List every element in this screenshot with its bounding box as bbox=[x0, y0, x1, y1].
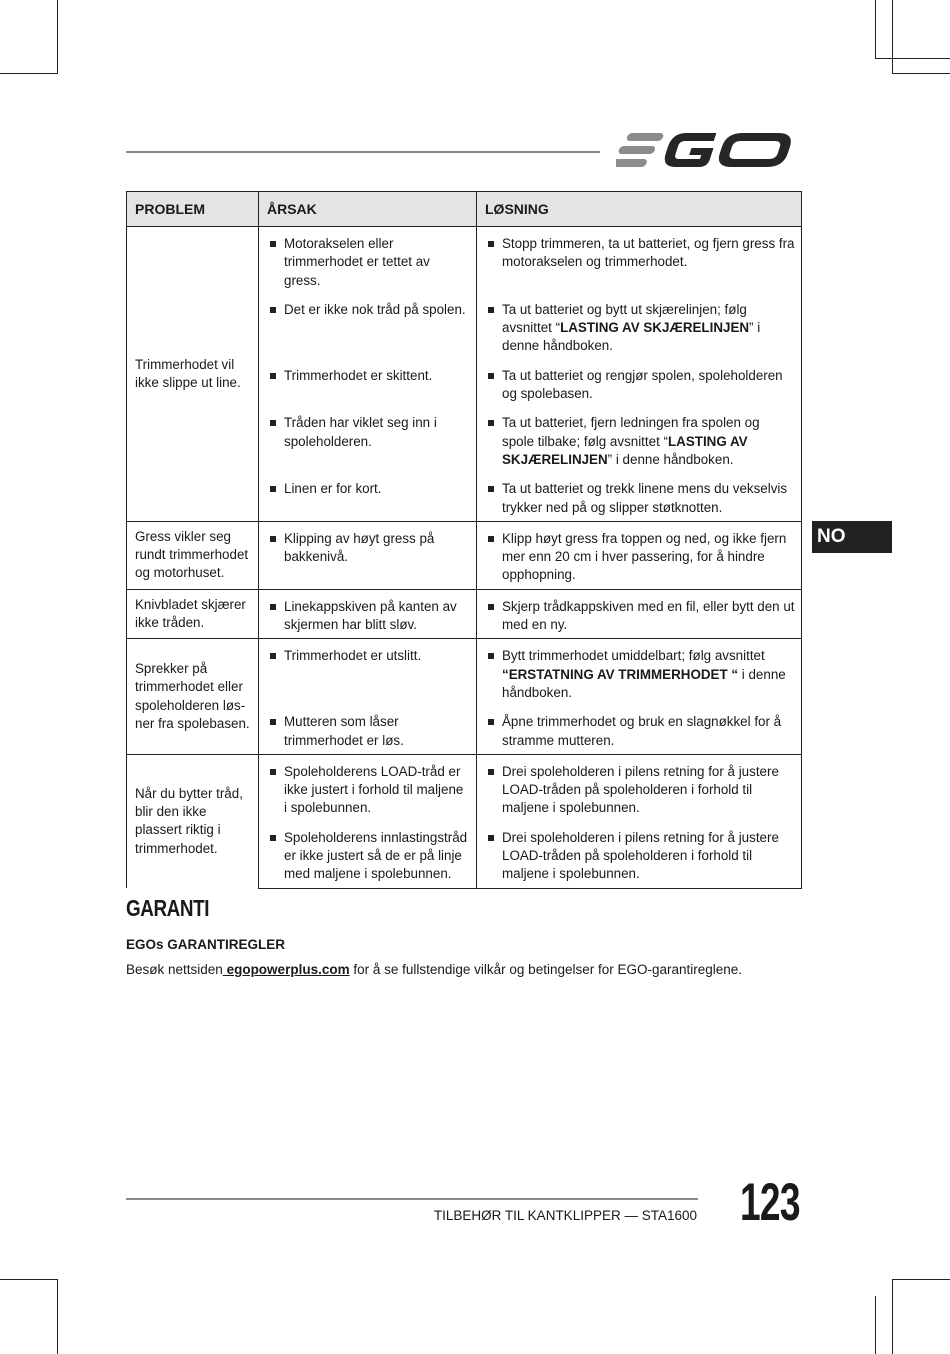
bullet-icon bbox=[488, 486, 494, 492]
crop-mark bbox=[57, 1279, 58, 1354]
cause-cell: Klipping av høyt gress på bakkenivå. bbox=[259, 521, 477, 589]
bullet-icon bbox=[270, 536, 276, 542]
problem-cell: Gress vikler seg rundt trimmerhodet og motorhuset. bbox=[127, 521, 259, 589]
bullet-icon bbox=[270, 835, 276, 841]
solution-cell: Stopp trimmeren, ta ut batteriet, og fjern gress fra motorakselen og trimmerhodet. bbox=[477, 227, 802, 290]
table-row bbox=[127, 227, 802, 290]
header-rule bbox=[126, 151, 600, 153]
cause-cell: Spoleholderens innlastingstråd er ikke justert så de er på linje med maljene i spolebunnen. bbox=[259, 818, 477, 888]
bullet-icon bbox=[270, 420, 276, 426]
crop-mark bbox=[893, 73, 950, 74]
cause-cell: Trimmerhodet er utslitt. bbox=[259, 639, 477, 702]
cause-cell: Det er ikke nok tråd på spolen. bbox=[259, 290, 477, 356]
bullet-icon bbox=[488, 420, 494, 426]
bullet-icon bbox=[488, 653, 494, 659]
table-row bbox=[127, 589, 802, 639]
crop-mark bbox=[57, 0, 58, 74]
problem-cell: Trimmerhodet vil ikke slippe ut line. bbox=[127, 227, 259, 522]
bullet-icon bbox=[488, 373, 494, 379]
problem-cell: Når du bytter tråd, blir den ikke plassert riktig i trimmerhodet. bbox=[127, 754, 259, 888]
footer-rule bbox=[126, 1198, 698, 1200]
cause-cell: Trimmerhodet er skittent. bbox=[259, 356, 477, 404]
bullet-icon bbox=[488, 769, 494, 775]
table-row bbox=[127, 754, 802, 817]
page-number: 123 bbox=[740, 1173, 800, 1232]
solution-cell: Åpne trimmerhodet og bruk en slagnøkkel for å stramme mutteren. bbox=[477, 702, 802, 754]
bullet-icon bbox=[488, 719, 494, 725]
crop-mark bbox=[892, 1279, 950, 1280]
cause-cell: Tråden har viklet seg inn i spoleholderen. bbox=[259, 403, 477, 469]
header-problem: PROBLEM bbox=[127, 192, 259, 227]
problem-cell: Sprekker på trimmerhodet eller spoleholderen løs-ner fra spolebasen. bbox=[127, 639, 259, 754]
crop-mark bbox=[875, 0, 876, 59]
bullet-icon bbox=[488, 835, 494, 841]
bullet-icon bbox=[270, 653, 276, 659]
section-heading-warranty: GARANTI bbox=[126, 895, 210, 921]
solution-cell: Ta ut batteriet og trekk linene mens du vekselvis trykker ned på og slipper støtknotten. bbox=[477, 469, 802, 521]
solution-cell: Bytt trimmerhodet umiddelbart; følg avsnittet “ERSTATNING AV TRIMMERHODET “ i denne håndboken. bbox=[477, 639, 802, 702]
warranty-paragraph: Besøk nettsiden egopowerplus.com for å se fullstendige vilkår og betingelser for EGO-garantireglene. bbox=[126, 962, 743, 977]
bullet-icon bbox=[270, 486, 276, 492]
solution-cell: Ta ut batteriet og rengjør spolen, spoleholderen og spolebasen. bbox=[477, 356, 802, 404]
crop-mark bbox=[0, 1279, 57, 1280]
ego-logo bbox=[616, 128, 800, 172]
solution-cell: Drei spoleholderen i pilens retning for å justere LOAD-tråden på spoleholderen i forhold til maljene i spolebunnen. bbox=[477, 818, 802, 888]
solution-cell: Klipp høyt gress fra toppen og ned, og ikke fjern mer enn 20 cm i hver passering, for å hindre opphopning. bbox=[477, 521, 802, 589]
header-cause: ÅRSAK bbox=[259, 192, 477, 227]
cause-cell: Spoleholderens LOAD-tråd er ikke justert i forhold til maljene i spolebunnen. bbox=[259, 754, 477, 817]
bullet-icon bbox=[488, 536, 494, 542]
table-row bbox=[127, 521, 802, 589]
cause-cell: Mutteren som låser trimmerhodet er løs. bbox=[259, 702, 477, 754]
bullet-icon bbox=[270, 241, 276, 247]
cause-cell: Linekappskiven på kanten av skjermen har blitt sløv. bbox=[259, 589, 477, 639]
solution-cell: Drei spoleholderen i pilens retning for å justere LOAD-tråden på spoleholderen i forhold til maljene i spolebunnen. bbox=[477, 754, 802, 817]
table-header-row bbox=[127, 192, 802, 227]
bullet-icon bbox=[488, 307, 494, 313]
crop-mark bbox=[876, 58, 950, 59]
footer-title: TILBEHØR TIL KANTKLIPPER — STA1600 bbox=[433, 1208, 697, 1223]
bullet-icon bbox=[270, 307, 276, 313]
crop-mark bbox=[892, 1279, 893, 1354]
bullet-icon bbox=[488, 241, 494, 247]
website-link[interactable]: egopowerplus.com bbox=[222, 962, 350, 977]
troubleshooting-table bbox=[126, 191, 802, 889]
bullet-icon bbox=[270, 769, 276, 775]
table-row bbox=[127, 639, 802, 702]
bullet-icon bbox=[270, 604, 276, 610]
cause-cell: Motorakselen eller trimmerhodet er tettet av gress. bbox=[259, 227, 477, 290]
solution-cell: Ta ut batteriet og bytt ut skjærelinjen; følg avsnittet “LASTING AV SKJÆRELINJEN” i denne håndboken. bbox=[477, 290, 802, 356]
bullet-icon bbox=[488, 604, 494, 610]
bullet-icon bbox=[270, 719, 276, 725]
section-subheading: EGOs GARANTIREGLER bbox=[126, 937, 286, 952]
solution-cell: Ta ut batteriet, fjern ledningen fra spolen og spole tilbake; følg avsnittet “LASTING AV SKJÆRELINJEN” i denne håndboken. bbox=[477, 403, 802, 469]
solution-cell: Skjerp trådkappskiven med en fil, eller bytt den ut med en ny. bbox=[477, 589, 802, 639]
language-tab: NO bbox=[812, 521, 892, 553]
crop-mark bbox=[0, 73, 57, 74]
bullet-icon bbox=[270, 373, 276, 379]
header-solution: LØSNING bbox=[477, 192, 802, 227]
cause-cell: Linen er for kort. bbox=[259, 469, 477, 521]
crop-mark bbox=[875, 1296, 876, 1354]
crop-mark bbox=[892, 0, 893, 74]
problem-cell: Knivbladet skjærer ikke tråden. bbox=[127, 589, 259, 639]
